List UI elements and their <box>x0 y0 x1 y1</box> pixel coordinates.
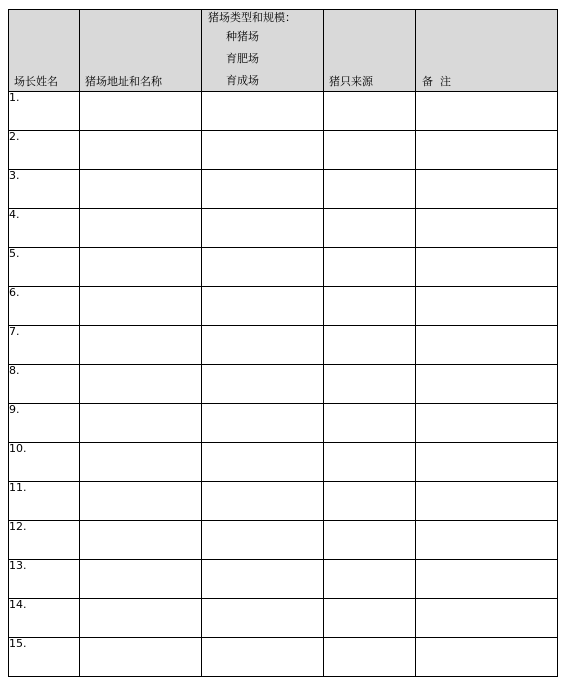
owner-name-cell[interactable] <box>9 209 80 248</box>
notes-cell[interactable] <box>416 92 558 131</box>
owner-name-cell[interactable] <box>9 170 80 209</box>
table-row <box>9 209 558 248</box>
row-number: 15. <box>9 637 27 650</box>
notes-cell[interactable] <box>416 209 558 248</box>
notes-cell[interactable] <box>416 638 558 677</box>
table-row <box>9 131 558 170</box>
notes-cell[interactable] <box>416 521 558 560</box>
header-owner-name-label: 场长姓名 <box>14 75 58 88</box>
header-farm-type-title: 猪场类型和规模： <box>208 11 296 24</box>
owner-name-cell[interactable] <box>9 92 80 131</box>
header-farm-address <box>80 10 202 92</box>
table-row <box>9 248 558 287</box>
farm-type-cell[interactable] <box>202 92 324 131</box>
row-number: 4. <box>9 208 20 221</box>
pig-source-cell[interactable] <box>324 131 416 170</box>
farm-type-cell[interactable] <box>202 599 324 638</box>
header-farm-type <box>202 10 324 92</box>
table-body <box>9 92 558 677</box>
row-number: 7. <box>9 325 20 338</box>
farm-type-cell[interactable] <box>202 248 324 287</box>
pig-source-cell[interactable] <box>324 521 416 560</box>
table-row <box>9 482 558 521</box>
pig-source-cell[interactable] <box>324 482 416 521</box>
owner-name-cell[interactable] <box>9 326 80 365</box>
farm-type-cell[interactable] <box>202 521 324 560</box>
notes-cell[interactable] <box>416 131 558 170</box>
row-number: 3. <box>9 169 20 182</box>
row-number: 9. <box>9 403 20 416</box>
pig-source-cell[interactable] <box>324 404 416 443</box>
owner-name-cell[interactable] <box>9 599 80 638</box>
farm-address-cell[interactable] <box>80 638 202 677</box>
owner-name-cell[interactable] <box>9 248 80 287</box>
owner-name-cell[interactable] <box>9 638 80 677</box>
pig-source-cell[interactable] <box>324 638 416 677</box>
farm-address-cell[interactable] <box>80 443 202 482</box>
farm-address-cell[interactable] <box>80 404 202 443</box>
owner-name-cell[interactable] <box>9 560 80 599</box>
farm-registration-table <box>8 9 558 677</box>
farm-type-cell[interactable] <box>202 131 324 170</box>
farm-address-cell[interactable] <box>80 248 202 287</box>
pig-source-cell[interactable] <box>324 599 416 638</box>
notes-cell[interactable] <box>416 482 558 521</box>
table-row <box>9 326 558 365</box>
notes-cell[interactable] <box>416 248 558 287</box>
table-row <box>9 92 558 131</box>
header-notes-label: 备 注 <box>422 75 451 88</box>
table-row <box>9 560 558 599</box>
table-row <box>9 638 558 677</box>
header-pig-source-label: 猪只来源 <box>329 75 373 88</box>
farm-address-cell[interactable] <box>80 521 202 560</box>
farm-type-cell[interactable] <box>202 638 324 677</box>
header-farm-address-label: 猪场地址和名称 <box>85 75 162 88</box>
pig-source-cell[interactable] <box>324 560 416 599</box>
notes-cell[interactable] <box>416 404 558 443</box>
pig-source-cell[interactable] <box>324 248 416 287</box>
notes-cell[interactable] <box>416 287 558 326</box>
table-row <box>9 599 558 638</box>
header-pig-source <box>324 10 416 92</box>
farm-type-cell[interactable] <box>202 170 324 209</box>
table-row <box>9 170 558 209</box>
owner-name-cell[interactable] <box>9 404 80 443</box>
notes-cell[interactable] <box>416 326 558 365</box>
pig-source-cell[interactable] <box>324 209 416 248</box>
farm-type-option-growing: 育成场 <box>226 74 259 87</box>
owner-name-cell[interactable] <box>9 443 80 482</box>
pig-source-cell[interactable] <box>324 326 416 365</box>
owner-name-cell[interactable] <box>9 365 80 404</box>
owner-name-cell[interactable] <box>9 482 80 521</box>
header-notes <box>416 10 558 92</box>
table-header-row <box>9 10 558 92</box>
farm-address-cell[interactable] <box>80 326 202 365</box>
pig-source-cell[interactable] <box>324 170 416 209</box>
table-row <box>9 404 558 443</box>
row-number: 14. <box>9 598 27 611</box>
farm-type-cell[interactable] <box>202 365 324 404</box>
header-owner-name <box>9 10 80 92</box>
farm-type-cell[interactable] <box>202 326 324 365</box>
pig-source-cell[interactable] <box>324 443 416 482</box>
table-row <box>9 521 558 560</box>
farm-address-cell[interactable] <box>80 599 202 638</box>
row-number: 5. <box>9 247 20 260</box>
farm-address-cell[interactable] <box>80 560 202 599</box>
owner-name-cell[interactable] <box>9 521 80 560</box>
farm-type-option-fattening: 育肥场 <box>226 52 259 65</box>
farm-type-cell[interactable] <box>202 209 324 248</box>
farm-address-cell[interactable] <box>80 170 202 209</box>
table-row <box>9 287 558 326</box>
table-row <box>9 443 558 482</box>
notes-cell[interactable] <box>416 443 558 482</box>
row-number: 1. <box>9 91 20 104</box>
owner-name-cell[interactable] <box>9 131 80 170</box>
row-number: 2. <box>9 130 20 143</box>
notes-cell[interactable] <box>416 365 558 404</box>
farm-type-option-breeding: 种猪场 <box>226 30 259 43</box>
farm-type-block <box>208 11 296 92</box>
farm-type-cell[interactable] <box>202 404 324 443</box>
farm-type-cell[interactable] <box>202 287 324 326</box>
owner-name-cell[interactable] <box>9 287 80 326</box>
farm-address-cell[interactable] <box>80 365 202 404</box>
pig-source-cell[interactable] <box>324 365 416 404</box>
row-number: 10. <box>9 442 27 455</box>
farm-address-cell[interactable] <box>80 92 202 131</box>
farm-address-cell[interactable] <box>80 287 202 326</box>
row-number: 12. <box>9 520 27 533</box>
notes-cell[interactable] <box>416 599 558 638</box>
pig-source-cell[interactable] <box>324 92 416 131</box>
notes-cell[interactable] <box>416 560 558 599</box>
farm-type-cell[interactable] <box>202 443 324 482</box>
pig-source-cell[interactable] <box>324 287 416 326</box>
farm-address-cell[interactable] <box>80 482 202 521</box>
row-number: 8. <box>9 364 20 377</box>
notes-cell[interactable] <box>416 170 558 209</box>
row-number: 13. <box>9 559 27 572</box>
row-number: 6. <box>9 286 20 299</box>
farm-address-cell[interactable] <box>80 209 202 248</box>
table-row <box>9 365 558 404</box>
farm-type-cell[interactable] <box>202 560 324 599</box>
farm-type-cell[interactable] <box>202 482 324 521</box>
row-number: 11. <box>9 481 27 494</box>
farm-address-cell[interactable] <box>80 131 202 170</box>
